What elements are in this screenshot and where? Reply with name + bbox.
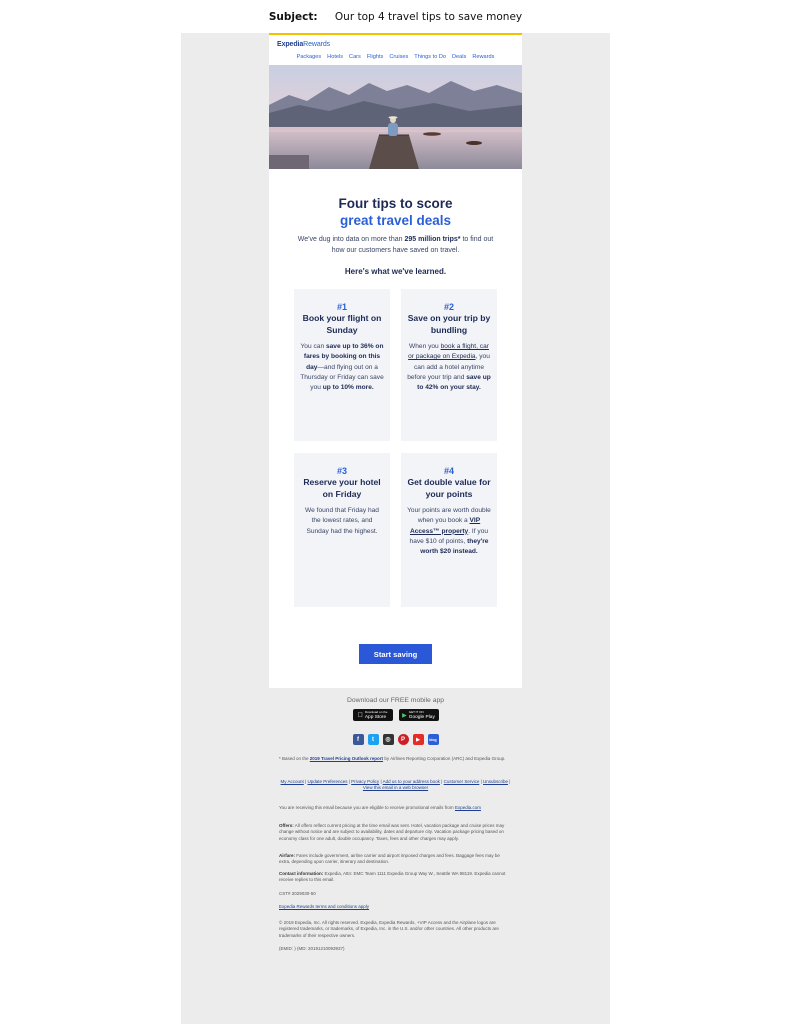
intro-after: to find out how our customers have saved on travel. (331, 236, 494, 254)
contact-note (279, 871, 512, 884)
terms-note (279, 904, 512, 910)
eligibility-text: You are receiving this email because you are eligible to receive promotional emails from (279, 805, 455, 810)
start-saving-button[interactable]: Start saving (359, 644, 432, 664)
facebook-icon[interactable]: f (353, 734, 364, 745)
tip-bold: save up to 36% on fares by booking on this day (303, 343, 384, 371)
app-store-small: Download on the (362, 710, 385, 714)
tip-title: Get double value for your points (407, 477, 491, 499)
tip-text: —and flying out on a Thursday or Friday can save you (300, 363, 384, 392)
airfare-text: Fares include government, airline carrier and airport imposed charges and fees. Baggage fees may be extra, depending upon carrier, itinerary and destination. (279, 853, 500, 865)
google-play-text: Google Play (408, 715, 435, 720)
nav-flights[interactable]: Flights (366, 54, 384, 60)
nav-things-to-do[interactable]: Things to Do (414, 54, 447, 60)
google-play-button[interactable] (399, 709, 439, 721)
pinterest-icon[interactable]: P (398, 734, 409, 745)
tip-text: Your points are worth double when you book a (407, 507, 491, 525)
headline-line-1: Four tips to score (338, 196, 453, 211)
tip-card-4 (401, 453, 497, 607)
tip-title: Save on your trip by bundling (407, 313, 491, 335)
address-book-link[interactable]: Add us to your address book (382, 779, 440, 784)
intro-paragraph (293, 235, 498, 256)
tip-body (407, 506, 491, 557)
tip-number: #2 (443, 302, 454, 312)
logo-suffix: Rewards (303, 41, 331, 48)
nav-packages[interactable]: Packages (296, 54, 322, 60)
offers-label: Offers: (279, 823, 294, 828)
intro-before: We've dug into data on more than (297, 236, 405, 243)
copyright-note: © 2019 Expedia, Inc. All rights reserved. Expedia, Expedia Rewards, +VIP Access and the Airplane logos are registered trademarks, or trademarks, of Expedia, Inc. in the U.S. and/or other countries. All other products are trademarks of their respective owners. (279, 920, 499, 938)
airfare-note (279, 853, 512, 866)
my-account-link[interactable]: My Account (280, 779, 304, 784)
cst-number: CST# 2029030-50 (279, 891, 316, 896)
tip-bold: up to 10% more. (322, 384, 374, 392)
app-store-badges (181, 709, 610, 721)
nav-rewards[interactable]: Rewards (472, 54, 495, 60)
tip-number: #3 (336, 466, 347, 476)
top-nav (269, 54, 522, 60)
download-app-text: Download our FREE mobile app (346, 697, 445, 704)
section-heading: Here's what we've learned. (344, 267, 447, 276)
instagram-icon[interactable]: ◎ (383, 734, 394, 745)
eligibility-note (279, 805, 512, 811)
google-play-small: GET IT ON (408, 710, 424, 714)
expedia-rewards-logo[interactable] (277, 41, 330, 48)
tip-text: . If you have $10 of points, (409, 527, 489, 545)
app-store-label (362, 710, 388, 720)
tip-number: #4 (443, 466, 454, 476)
headline-line-2: great travel deals (339, 213, 452, 228)
tip-number: #1 (336, 302, 347, 312)
offers-text: All offers reflect current pricing at the time email was sent. Hotel, vacation package and cruise prices may change without notice and are subject to availability, dates and departure city. Vacation package pricing based on economy class for one adult, double occupancy. Taxes, fees and other charges may apply. (279, 823, 505, 841)
app-store-button[interactable] (353, 709, 393, 721)
source-note-post: by Airlines Reporting Corporation (ARC) and Expedia Group. (383, 756, 506, 761)
tip-bold: they're worth $20 instead. (420, 537, 489, 556)
blog-icon[interactable]: blog (428, 734, 439, 745)
update-preferences-link[interactable]: Update Preferences (307, 779, 348, 784)
apple-icon (358, 712, 363, 719)
nav-deals[interactable]: Deals (452, 54, 467, 60)
contact-text: Expedia, Attn: EMC Team 1111 Expedia Group Way W., Seattle WA 98119. Expedia cannot receive replies to this email. (279, 871, 506, 883)
tip-title: Reserve your hotel on Friday (303, 477, 381, 499)
hero-image[interactable] (269, 65, 522, 169)
privacy-policy-link[interactable]: Privacy Policy (351, 779, 380, 784)
tip-title: Book your flight on Sunday (302, 313, 382, 335)
email-subject (0, 11, 791, 23)
intro-bold: 295 million trips* (404, 236, 461, 243)
tip-text: We found that Friday had the lowest rates, and Sunday had the highest. (305, 507, 379, 535)
view-in-browser-link[interactable]: View this email in a web browser (362, 785, 429, 791)
nav-cars[interactable]: Cars (349, 54, 361, 60)
tip-bold: save up to 42% on your stay. (417, 373, 491, 392)
email-card (269, 33, 522, 688)
twitter-icon[interactable]: t (368, 734, 379, 745)
youtube-icon[interactable]: ▶ (413, 734, 424, 745)
hero-lake-illustration (269, 65, 522, 169)
nav-hotels[interactable]: Hotels (327, 54, 344, 60)
google-play-icon: ▶ (402, 712, 407, 719)
expedia-link[interactable]: Expedia.com (454, 805, 481, 810)
tip-card-2 (401, 289, 497, 441)
tip-body (407, 342, 491, 393)
headline (269, 195, 522, 229)
offers-note (279, 823, 512, 842)
unsubscribe-link[interactable]: Unsubscribe (483, 779, 509, 784)
subject-label: Subject: (268, 11, 318, 23)
customer-service-link[interactable]: Customer Service (443, 779, 480, 784)
contact-label: Contact information: (279, 871, 324, 876)
vip-access-link[interactable]: VIP Access™ property (409, 517, 481, 535)
nav-cruises[interactable]: Cruises (389, 54, 409, 60)
social-icons (181, 734, 610, 745)
pricing-report-link[interactable]: 2019 Travel Pricing Outlook report (309, 756, 384, 761)
airfare-label: Airfare: (279, 853, 296, 858)
tip-card-3 (294, 453, 390, 607)
tip-text: You can (300, 343, 326, 350)
tip-body (300, 506, 384, 537)
tip-body (300, 342, 384, 393)
email-id: (EMID: ) (MD: 20191210093937) (279, 946, 345, 951)
source-note-pre: * Based on the (279, 756, 310, 761)
book-package-link[interactable]: book a flight, car or package on Expedia (408, 343, 489, 361)
terms-link[interactable]: Expedia Rewards terms and conditions apply (279, 904, 370, 909)
source-note (279, 756, 512, 762)
tip-card-1 (294, 289, 390, 441)
logo-brand: Expedia (277, 41, 304, 48)
tip-text: , you can add a hotel anytime before your trip and (407, 353, 490, 381)
tip-text: When you (409, 343, 441, 350)
google-play-label (409, 710, 435, 720)
footer-links: My Account | Update Preferences | Privacy Policy | Add us to your address book | Customer Service | Unsubscribe | View this email in a web browser (280, 779, 511, 791)
subject-text: Our top 4 travel tips to save money (334, 11, 523, 23)
app-store-text: App Store (362, 715, 384, 720)
